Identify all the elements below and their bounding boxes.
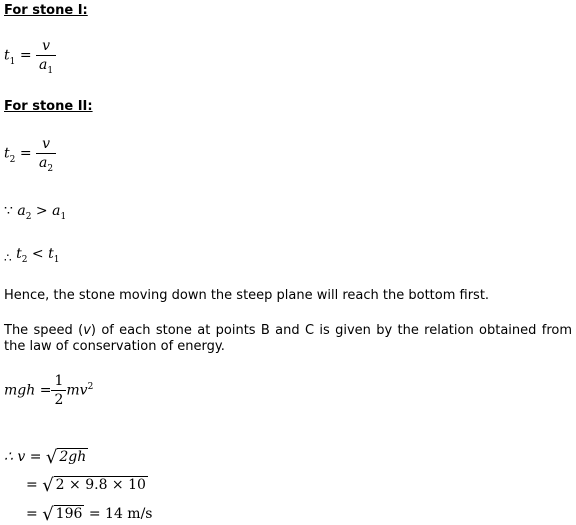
step-2 [26, 473, 148, 494]
sqrt: √ 2gh [45, 447, 87, 468]
den-sub: 2 [47, 164, 54, 174]
sqrt: √ 196 [42, 504, 83, 525]
lhs-sub: 2 [9, 154, 16, 165]
stone-2-equation [4, 136, 56, 174]
speed-text-part1: The speed ( [4, 323, 84, 338]
sub-a: 2 [21, 255, 28, 265]
sqrt: √ 2 × 9.8 × 10 [42, 475, 146, 496]
step-3 [26, 502, 152, 523]
equals-sign: = [19, 145, 32, 162]
energy-rhs-sup: 2 [87, 381, 94, 392]
energy-lhs: mgh [4, 382, 36, 399]
speed-paragraph [4, 323, 572, 355]
conclusion-text: Hence, the stone moving down the steep plane will reach the bottom first. [4, 288, 490, 303]
step-1 [4, 445, 88, 466]
therefore-line [4, 246, 60, 265]
fraction [36, 38, 56, 76]
radicand: 2 × 9.8 × 10 [55, 477, 146, 493]
therefore-symbol: ∴ [4, 251, 12, 265]
radicand: 196 [55, 506, 83, 522]
den-sub: 1 [47, 66, 54, 76]
half-fraction [51, 373, 66, 408]
step-prefix: = [26, 506, 38, 522]
fraction [36, 136, 56, 174]
sub-a: 2 [25, 212, 32, 222]
den-var: a [39, 155, 48, 171]
equals-sign: = [19, 47, 32, 64]
numerator: v [42, 136, 51, 152]
greater-than: > [35, 203, 48, 219]
energy-equation [4, 373, 93, 408]
den-var: a [39, 57, 48, 73]
numerator: 1 [54, 373, 64, 389]
speed-var: v [83, 323, 91, 338]
sub-b: 1 [53, 255, 60, 265]
denominator: 2 [51, 390, 66, 408]
less-than: < [31, 246, 44, 262]
var-b: a [52, 203, 61, 219]
lhs-sub: 1 [9, 56, 16, 67]
var-a: a [17, 203, 26, 219]
energy-rhs: mv [66, 382, 88, 399]
stone-2-heading: For stone II: [4, 99, 93, 114]
because-symbol: ∵ [4, 203, 13, 219]
radicand: 2gh [59, 449, 87, 465]
lhs-var: t [4, 145, 10, 162]
numerator: v [42, 38, 51, 54]
stone-1-heading: For stone I: [4, 3, 88, 18]
because-line [4, 203, 67, 222]
denominator [36, 55, 56, 76]
lhs-var: t [4, 47, 10, 64]
denominator [36, 153, 56, 174]
equals-sign: = [39, 382, 52, 399]
sub-b: 1 [60, 212, 67, 222]
stone-1-equation [4, 38, 56, 76]
step-prefix: = [26, 477, 38, 493]
speed-text-part2: ) of each stone at points B and C is given by the relation obtained from the law of conservation of energy. [4, 323, 573, 354]
var-b: t [48, 246, 54, 262]
step-result: = 14 m/s [88, 506, 153, 522]
step-prefix: ∴ v = [4, 449, 42, 465]
var-a: t [16, 246, 22, 262]
